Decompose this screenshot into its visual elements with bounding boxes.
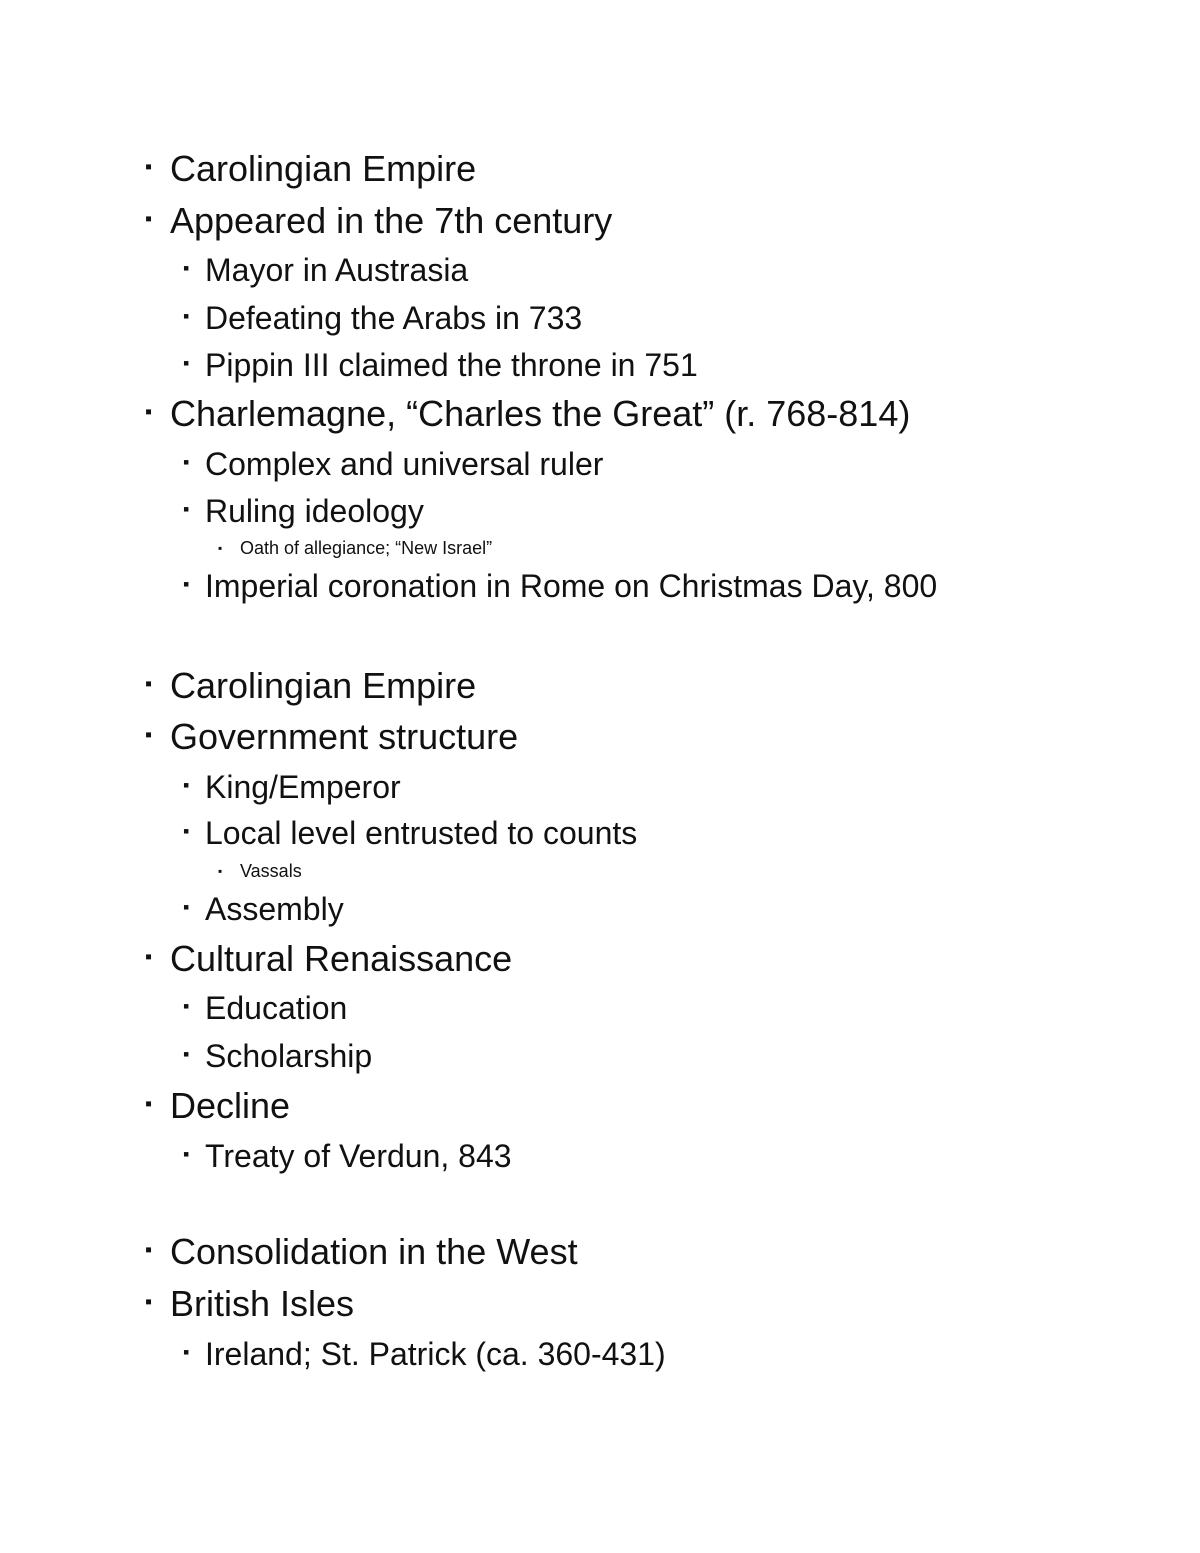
outline-item-text: Education bbox=[205, 990, 348, 1026]
outline-item-text: Mayor in Austrasia bbox=[205, 252, 469, 288]
outline-item-text: Vassals bbox=[240, 861, 302, 881]
bullet-icon: ▪ bbox=[145, 208, 153, 230]
bullet-icon: ▪ bbox=[145, 946, 153, 968]
outline-item bbox=[183, 815, 638, 851]
outline-item bbox=[183, 1336, 666, 1372]
outline-item bbox=[145, 716, 519, 757]
bullet-icon: ▪ bbox=[218, 541, 223, 555]
outline-item-text: British Isles bbox=[170, 1283, 355, 1324]
outline-item bbox=[218, 538, 493, 558]
outline-item bbox=[183, 300, 583, 336]
bullet-icon: ▪ bbox=[218, 864, 223, 878]
bullet-icon: ▪ bbox=[183, 775, 190, 795]
outline-item bbox=[145, 1085, 291, 1126]
outline-item bbox=[183, 990, 348, 1026]
outline-item-text: Scholarship bbox=[205, 1038, 373, 1074]
bullet-icon: ▪ bbox=[145, 1093, 153, 1115]
bullet-icon: ▪ bbox=[183, 897, 190, 917]
outline-item bbox=[183, 446, 604, 482]
outline-item bbox=[145, 665, 477, 706]
outline-item bbox=[145, 148, 477, 189]
bullet-icon: ▪ bbox=[183, 574, 190, 594]
outline-item bbox=[183, 568, 938, 604]
bullet-icon: ▪ bbox=[145, 673, 153, 695]
bullet-icon: ▪ bbox=[145, 724, 153, 746]
outline-item-text: Assembly bbox=[205, 891, 344, 927]
outline-item-text: Carolingian Empire bbox=[170, 148, 477, 189]
outline-item bbox=[183, 1038, 373, 1074]
outline-item bbox=[218, 861, 302, 881]
outline-item-text: Decline bbox=[170, 1085, 291, 1126]
outline-item-text: Oath of allegiance; “New Israel” bbox=[240, 538, 493, 558]
outline-item-text: Charlemagne, “Charles the Great” (r. 768-814) bbox=[170, 393, 911, 434]
bullet-icon: ▪ bbox=[183, 499, 190, 519]
outline-item-text: Local level entrusted to counts bbox=[205, 815, 638, 851]
bullet-icon: ▪ bbox=[183, 258, 190, 278]
outline-item bbox=[145, 393, 911, 434]
outline-item bbox=[183, 891, 344, 927]
outline-item-text: Treaty of Verdun, 843 bbox=[205, 1138, 512, 1174]
bullet-icon: ▪ bbox=[183, 452, 190, 472]
outline-item-text: Imperial coronation in Rome on Christmas Day, 800 bbox=[205, 568, 938, 604]
outline-item bbox=[183, 1138, 512, 1174]
outline-item-text: Complex and universal ruler bbox=[205, 446, 604, 482]
bullet-icon: ▪ bbox=[183, 353, 190, 373]
outline-item-text: Ireland; St. Patrick (ca. 360-431) bbox=[205, 1336, 666, 1372]
outline-item-text: King/Emperor bbox=[205, 769, 401, 805]
outline-item bbox=[145, 1283, 355, 1324]
bullet-icon: ▪ bbox=[183, 1044, 190, 1064]
outline-item-text: Government structure bbox=[170, 716, 519, 757]
outline-item-text: Consolidation in the West bbox=[170, 1231, 578, 1272]
outline-item-text: Pippin III claimed the throne in 751 bbox=[205, 347, 698, 383]
bullet-icon: ▪ bbox=[145, 1239, 153, 1261]
outline-item-text: Defeating the Arabs in 733 bbox=[205, 300, 583, 336]
outline-item-text: Cultural Renaissance bbox=[170, 938, 513, 979]
bullet-icon: ▪ bbox=[183, 1144, 190, 1164]
outline-item-text: Ruling ideology bbox=[205, 493, 424, 529]
bullet-icon: ▪ bbox=[183, 1342, 190, 1362]
outline-item bbox=[145, 200, 613, 241]
outline-item bbox=[183, 252, 469, 288]
outline-item bbox=[183, 769, 401, 805]
outline-item bbox=[183, 347, 698, 383]
bullet-icon: ▪ bbox=[183, 306, 190, 326]
bullet-icon: ▪ bbox=[183, 821, 190, 841]
bullet-icon: ▪ bbox=[145, 1291, 153, 1313]
outline-item-text: Carolingian Empire bbox=[170, 665, 477, 706]
outline-item bbox=[183, 493, 424, 529]
bullet-icon: ▪ bbox=[183, 996, 190, 1016]
outline-item bbox=[145, 1231, 578, 1272]
bullet-icon: ▪ bbox=[145, 156, 153, 178]
bullet-icon: ▪ bbox=[145, 401, 153, 423]
outline-item-text: Appeared in the 7th century bbox=[170, 200, 613, 241]
outline-item bbox=[145, 938, 513, 979]
